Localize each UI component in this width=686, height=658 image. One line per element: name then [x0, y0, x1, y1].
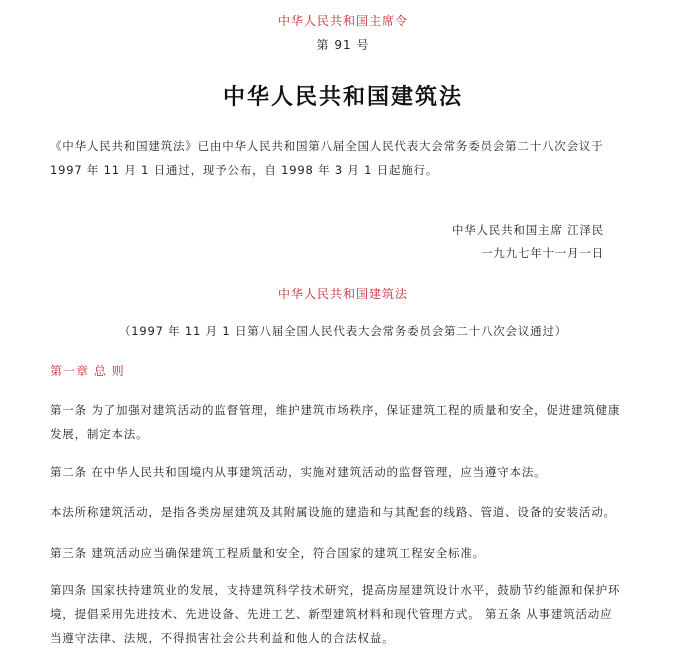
promulgation-line: 《中华人民共和国建筑法》已由中华人民共和国第八届全国人民代表大会常务委员会第二十八次会议于 [50, 139, 604, 153]
article-line: 第一条 为了加强对建筑活动的监督管理，维护建筑市场秩序，保证建筑工程的质量和安全，促进建筑健康 [50, 403, 621, 417]
order-title: 中华人民共和国主席令 [277, 14, 408, 28]
article-line: 当遵守法律、法规，不得损害社会公共利益和他人的合法权益。 [50, 631, 395, 645]
article-3 [50, 541, 610, 565]
article-2 [50, 460, 610, 484]
article-4-5 [50, 578, 621, 650]
article-line: 本法所称建筑活动，是指各类房屋建筑及其附属设施的建造和与其配套的线路、管道、设备的安装活动。 [50, 505, 616, 519]
article-line: 发展，制定本法。 [50, 427, 149, 441]
law-title: 中华人民共和国建筑法 [222, 85, 463, 110]
article-line: 第二条 在中华人民共和国境内从事建筑活动，实施对建筑活动的监督管理，应当遵守本法。 [50, 465, 547, 479]
promulgation-line: 1997 年 11 月 1 日通过，现予公布，自 1998 年 3 月 1 日起施行。 [50, 163, 439, 177]
article-2-definition [50, 500, 616, 524]
order-number: 第 91 号 [316, 38, 370, 52]
article-line: 境，提倡采用先进技术、先进设备、先进工艺、新型建筑材料和现代管理方式。 第五条 从事建筑活动应 [50, 607, 613, 621]
article-1 [50, 398, 621, 446]
article-line: 第四条 国家扶持建筑业的发展，支持建筑科学技术研究，提高房屋建筑设计水平，鼓励节约能源和保护环 [50, 583, 621, 597]
adoption-note: （1997 年 11 月 1 日第八届全国人民代表大会常务委员会第二十八次会议通过） [118, 324, 568, 338]
chapter-heading: 第一章 总 则 [50, 364, 125, 378]
promulgation-paragraph [50, 134, 610, 182]
signature-name: 中华人民共和国主席 江泽民 [451, 223, 604, 237]
law-section-title: 中华人民共和国建筑法 [277, 287, 408, 301]
signature-date: 一九九七年十一月一日 [481, 246, 604, 260]
article-line: 第三条 建筑活动应当确保建筑工程质量和安全，符合国家的建筑工程安全标准。 [50, 546, 485, 560]
